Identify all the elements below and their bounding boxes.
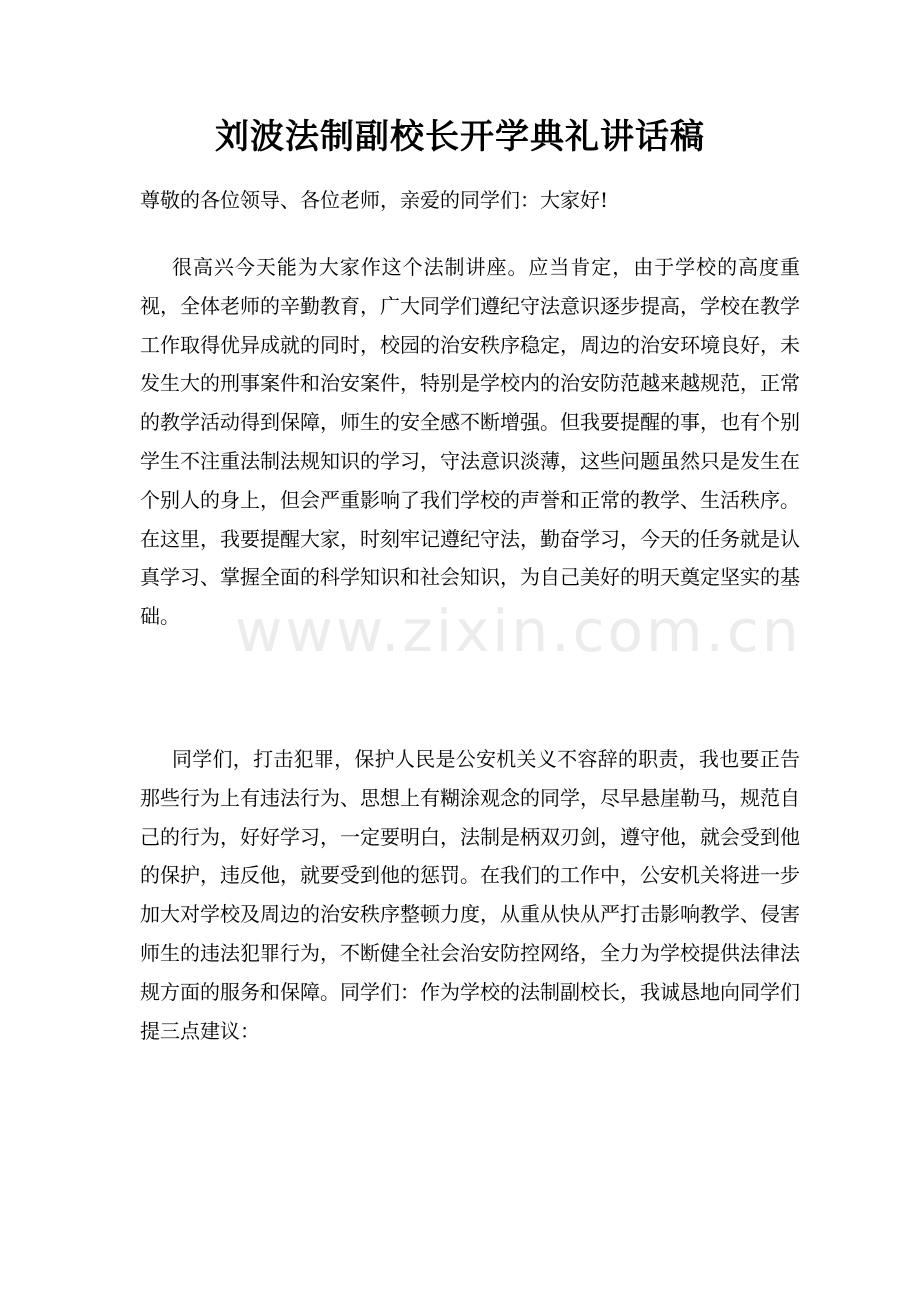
watermark: www.zixin.com.cn [235, 597, 802, 665]
body-paragraph-1: 很高兴今天能为大家作这个法制讲座。应当肯定，由于学校的高度重视，全体老师的辛勤教育，广大同学们遵纪守法意识逐步提高，学校在教学工作取得优异成就的同时，校园的治安秩序稳定，周边的治安环境良好，未发生大的刑事案件和治安案件，特别是学校内的治安防范越来越规范，正常的教学活动得到保障，师生的安全感不断增强。但我要提醒的事，也有个别学生不注重法制法规知识的学习，守法意识淡薄，这些问题虽然只是发生在个别人的身上，但会严重影响了我们学校的声誉和正常的教学、生活秩序。在这里，我要提醒大家，时刻牢记遵纪守法，勤奋学习，今天的任务就是认真学习、掌握全面的科学知识和社会知识，为自己美好的明天奠定坚实的基础。 [140, 255, 800, 629]
body-paragraph-2: 同学们，打击犯罪，保护人民是公安机关义不容辞的职责，我也要正告那些行为上有违法行为、思想上有糊涂观念的同学，尽早悬崖勒马，规范自己的行为，好好学习，一定要明白，法制是柄双刃剑，遵守他，就会受到他的保护，违反他，就要受到他的惩罚。在我们的工作中，公安机关将进一步加大对学校及周边的治安秩序整顿力度，从重从快从严打击影响教学、侵害师生的违法犯罪行为，不断健全社会治安防控网络，全力为学校提供法律法规方面的服务和保障。同学们：作为学校的法制副校长，我诚恳地向同学们提三点建议： [140, 747, 800, 1043]
document-title: 刘波法制副校长开学典礼讲话稿 [215, 117, 705, 157]
greeting-line: 尊敬的各位领导、各位老师，亲爱的同学们：大家好! [140, 188, 609, 212]
